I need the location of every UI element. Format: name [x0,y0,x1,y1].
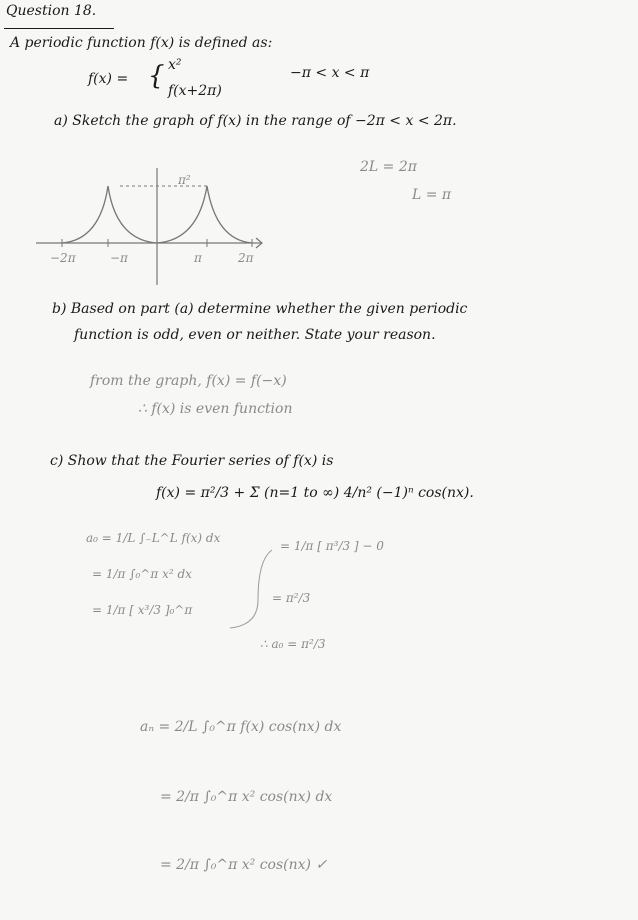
a0-bracket-curve [230,550,272,628]
a0-right-2: = π²/3 [272,591,311,605]
intro-line: A periodic function f(x) is defined as: [10,35,273,51]
graph-label-neg2pi: −2π [50,251,76,265]
case-1: x² [168,57,182,73]
case-2: f(x+2π) [168,83,222,99]
piecewise-brace: { [148,61,165,91]
a0-line-3: = 1/π [ x³/3 ]₀^π [92,603,193,617]
an-line-3: = 2/π ∫₀^π x² cos(nx) ✓ [160,857,328,873]
graph-label-2pi: 2π [238,251,254,265]
graph-label-pi: π [194,251,202,265]
side-note-l: L = π [412,187,452,203]
a0-line-2: = 1/π ∫₀^π x² dx [92,567,192,581]
part-b-answer-1: from the graph, f(x) = f(−x) [90,373,287,389]
part-c-prompt: c) Show that the Fourier series of f(x) is [50,453,334,469]
a0-right-1: = 1/π [ π³/3 ] − 0 [280,539,384,553]
fourier-series: f(x) = π²/3 + Σ (n=1 to ∞) 4/n² (−1)ⁿ cos(nx). [156,485,474,501]
an-line-2: = 2/π ∫₀^π x² cos(nx) dx [160,789,333,805]
question-title: Question 18. [6,3,97,19]
an-line-1: aₙ = 2/L ∫₀^π f(x) cos(nx) dx [140,719,342,735]
part-a-prompt: a) Sketch the graph of f(x) in the range of −2π < x < 2π. [54,113,457,129]
a0-right-3: ∴ a₀ = π²/3 [260,637,326,651]
part-b-prompt-2: function is odd, even or neither. State your reason. [74,327,436,343]
graph-label-y-top: π² [178,173,191,187]
part-b-prompt-1: b) Based on part (a) determine whether the given periodic [52,301,468,317]
part-b-answer-2: ∴ f(x) is even function [138,401,293,417]
a0-line-1: a₀ = 1/L ∫₋L^L f(x) dx [86,531,221,545]
graph-label-negpi: −π [110,251,128,265]
case-1-range: −π < x < π [290,65,370,81]
fx-label: f(x) = [88,71,129,87]
side-note-2l: 2L = 2π [360,159,417,175]
